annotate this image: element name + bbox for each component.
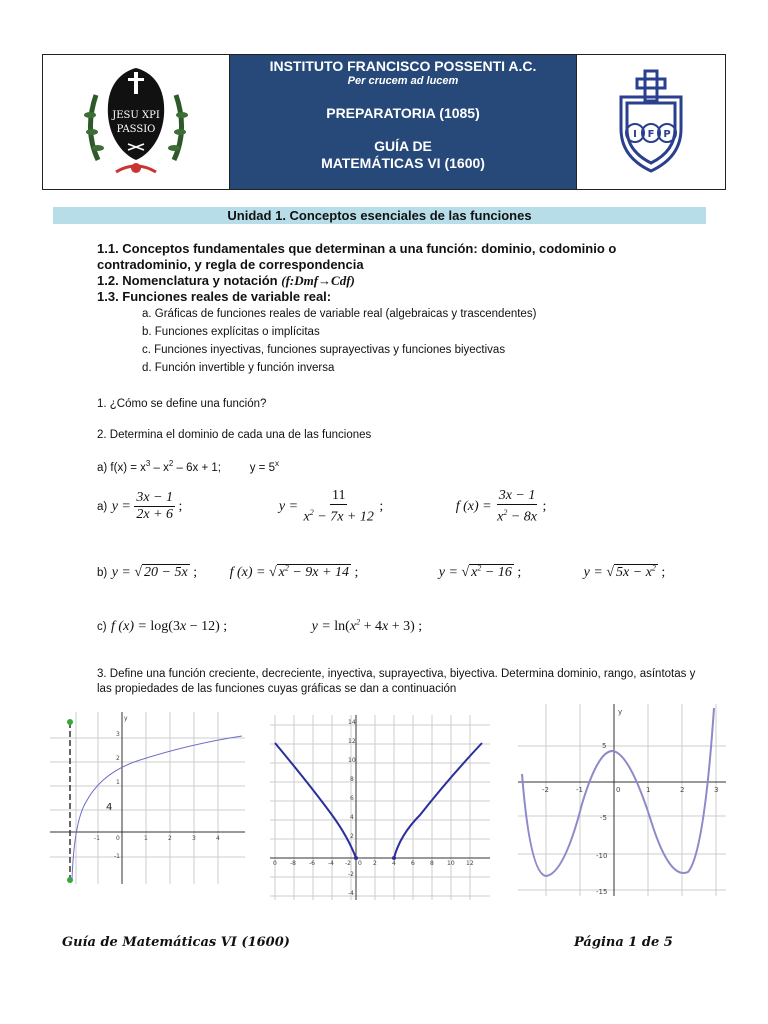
graph-1-log-curve [50,712,245,884]
school-name: PREPARATORIA (1085) [326,105,480,121]
svg-text:2: 2 [168,835,172,842]
passionist-emblem-icon [76,60,196,185]
svg-text:14: 14 [348,719,356,726]
svg-text:-4: -4 [348,890,354,897]
svg-text:-8: -8 [290,860,296,867]
svg-text:0: 0 [358,860,362,867]
svg-text:5: 5 [602,742,607,750]
svg-text:PASSIO: PASSIO [116,123,156,135]
svg-text:2: 2 [116,755,120,762]
svg-text:y: y [124,715,128,722]
svg-text:0: 0 [616,786,621,794]
svg-text:4: 4 [350,814,354,821]
svg-text:10: 10 [447,860,455,867]
exercise-row-c: c) f (x) = log(3x − 12) ; $y = \ln(x^2 + 4x + 3)$ ; [97,617,423,634]
svg-text:0: 0 [116,835,120,842]
guide-title-line2: MATEMÁTICAS VI (1600) [321,155,485,171]
subtopic-a: a. Gráficas de funciones reales de variable real (algebraicas y trascendentes) [142,308,537,320]
svg-text:1: 1 [116,779,120,786]
topic-1-3: 1.3. Funciones reales de variable real: [97,289,332,304]
svg-text:6: 6 [350,795,354,802]
question-1: 1. ¿Cómo se define una función? [97,398,267,410]
svg-text:2: 2 [680,786,685,794]
svg-text:-2: -2 [348,871,354,878]
svg-text:JESU XPI: JESU XPI [112,109,160,121]
subtopic-d: d. Función invertible y función inversa [142,362,335,374]
institute-name: INSTITUTO FRANCISCO POSSENTI A.C. [269,58,537,74]
svg-text:-10: -10 [596,852,608,860]
exercise-row-b: b) y = √ 20 − 5x ; f (x) = √ $x^2 - 9x + 14$ ; y = √ $x^2 - 16$ ; y = √ $5x - x^2$ ; [97,563,666,580]
svg-text:-4: -4 [328,860,334,867]
guide-title-line1: GUÍA DE [374,138,432,154]
topics-list [97,241,697,377]
right-logo-cell [576,55,725,189]
svg-text:3: 3 [192,835,196,842]
question-2: 2. Determina el dominio de cada una de las funciones [97,429,372,441]
topic-1-1: 1.1. Conceptos fundamentales que determinan a una función: dominio, codominio o contradominio, y regla de correspondencia [97,241,617,272]
graph-3-polynomial [518,704,726,896]
svg-text:-1: -1 [114,853,120,860]
svg-text:-2: -2 [542,786,549,794]
header-title-block [230,55,576,189]
svg-text:-1: -1 [94,835,100,842]
svg-text:-15: -15 [596,888,608,896]
svg-text:12: 12 [466,860,474,867]
svg-text:4: 4 [106,802,113,813]
svg-text:0: 0 [273,860,277,867]
subtopic-c: c. Funciones inyectivas, funciones suprayectivas y funciones biyectivas [142,344,506,356]
svg-text:F: F [647,129,655,140]
svg-text:I: I [633,129,637,140]
svg-text:2: 2 [350,833,354,840]
graph-2-sqrt-curves [270,715,490,900]
svg-text:y: y [618,708,623,716]
svg-text:P: P [663,129,671,140]
topic-1-2: 1.2. Nomenclatura y notación (f:Dmf→Cdf) [97,273,355,288]
svg-text:4: 4 [392,860,396,867]
unit-title: Unidad 1. Conceptos esenciales de las funciones [53,207,706,224]
svg-text:-5: -5 [600,814,607,822]
svg-text:1: 1 [144,835,148,842]
svg-text:3: 3 [116,731,120,738]
svg-text:1: 1 [646,786,651,794]
svg-text:10: 10 [348,757,356,764]
svg-text:12: 12 [348,738,356,745]
question-3: 3. Define una función creciente, decreciente, inyectiva, suprayectiva, biyectiva. Determina dominio, rango, asíntotas y las propiedades de las funciones cuyas gráficas se dan a continuación [97,668,696,695]
svg-text:-2: -2 [345,860,351,867]
footer-page-number: Página 1 de 5 [574,935,673,950]
left-logo-cell [43,55,230,189]
footer-title: Guía de Matemáticas VI (1600) [62,935,290,950]
svg-text:8: 8 [430,860,434,867]
svg-text:6: 6 [411,860,415,867]
exercise-row-a: a) y = $\frac{3x - 1}{2x + 6}$ ; y = $\frac{11}{x^2 - 7x + 12}$ ; f (x) = $\frac{3x - 1}{x^2 - 8x}$ ; [97,488,547,525]
question-2a: a) $f(x) = x^3 - x^2 - 6x + 1$; $y = 5^x$ [97,459,279,474]
svg-text:3: 3 [714,786,719,794]
header-table [42,54,726,190]
svg-text:2: 2 [373,860,377,867]
svg-text:8: 8 [350,776,354,783]
motto: Per crucem ad lucem [347,75,459,87]
svg-text:-1: -1 [576,786,583,794]
svg-text:-6: -6 [309,860,315,867]
ifp-shield-icon [601,67,701,177]
subtopic-b: b. Funciones explícitas o implícitas [142,326,320,338]
svg-text:4: 4 [216,835,220,842]
